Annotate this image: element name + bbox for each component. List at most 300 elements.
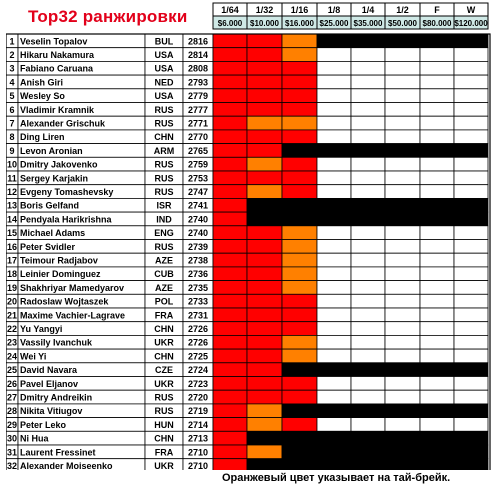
rating-cell: 2720 bbox=[187, 392, 209, 403]
result-cell bbox=[213, 390, 247, 404]
result-cell bbox=[454, 185, 488, 199]
result-cell bbox=[282, 130, 317, 144]
federation-cell: ISR bbox=[156, 200, 172, 211]
player-name-cell: Maxime Vachier-Lagrave bbox=[20, 310, 126, 321]
result-cell bbox=[247, 445, 282, 459]
player-name-cell: Ni Hua bbox=[20, 433, 49, 444]
round-label: 1/8 bbox=[327, 5, 341, 15]
result-cell bbox=[454, 253, 488, 267]
table-row bbox=[6, 322, 488, 336]
result-cell bbox=[420, 212, 454, 226]
result-cell bbox=[385, 431, 420, 445]
table-row bbox=[6, 157, 488, 171]
rank-cell: 17 bbox=[6, 255, 18, 266]
result-cell bbox=[282, 349, 317, 363]
round-label: 1/16 bbox=[290, 5, 309, 15]
table-row bbox=[6, 212, 488, 226]
table-row bbox=[6, 48, 488, 62]
result-cell bbox=[351, 48, 385, 62]
result-cell bbox=[454, 404, 488, 418]
player-name-cell: Teimour Radjabov bbox=[20, 255, 98, 266]
rating-cell: 2759 bbox=[187, 159, 209, 170]
result-cell bbox=[385, 322, 420, 336]
player-name-cell: Pavel Eljanov bbox=[20, 378, 79, 389]
result-cell bbox=[317, 445, 351, 459]
rank-cell: 5 bbox=[9, 91, 15, 102]
rating-cell: 2733 bbox=[187, 296, 209, 307]
result-cell bbox=[351, 240, 385, 254]
federation-cell: RUS bbox=[154, 173, 174, 184]
rating-cell: 2814 bbox=[187, 50, 209, 60]
rank-cell: 7 bbox=[9, 118, 15, 129]
result-cell bbox=[247, 226, 282, 240]
result-cell bbox=[420, 240, 454, 254]
federation-cell: RUS bbox=[154, 406, 174, 417]
federation-cell: HUN bbox=[154, 419, 174, 430]
table-row bbox=[6, 377, 488, 391]
player-name-cell: Sergey Karjakin bbox=[20, 173, 89, 184]
result-cell bbox=[282, 171, 317, 185]
prize-label: $50.000 bbox=[388, 19, 417, 28]
result-cell bbox=[420, 226, 454, 240]
rank-cell: 3 bbox=[9, 63, 15, 74]
federation-cell: UKR bbox=[154, 461, 174, 470]
rank-cell: 25 bbox=[6, 365, 18, 376]
result-cell bbox=[247, 349, 282, 363]
table-row bbox=[6, 61, 488, 75]
result-cell bbox=[213, 322, 247, 336]
table-row bbox=[6, 363, 488, 377]
round-label: 1/2 bbox=[396, 5, 409, 15]
result-cell bbox=[247, 185, 282, 199]
result-cell bbox=[247, 335, 282, 349]
result-cell bbox=[247, 377, 282, 391]
table-row bbox=[6, 404, 488, 418]
result-cell bbox=[282, 34, 317, 48]
result-cell bbox=[213, 116, 247, 130]
result-cell bbox=[420, 404, 454, 418]
result-cell bbox=[351, 144, 385, 158]
result-cell bbox=[420, 431, 454, 445]
result-cell bbox=[351, 267, 385, 281]
rating-cell: 2741 bbox=[187, 200, 209, 211]
result-cell bbox=[420, 61, 454, 75]
result-cell bbox=[454, 363, 488, 377]
result-cell bbox=[317, 171, 351, 185]
result-cell bbox=[213, 281, 247, 295]
result-cell bbox=[351, 459, 385, 470]
federation-cell: USA bbox=[154, 91, 174, 102]
result-cell bbox=[454, 171, 488, 185]
result-cell bbox=[420, 198, 454, 212]
result-cell bbox=[454, 89, 488, 103]
result-cell bbox=[213, 294, 247, 308]
result-cell bbox=[282, 103, 317, 117]
result-cell bbox=[351, 294, 385, 308]
result-cell bbox=[247, 308, 282, 322]
federation-cell: NED bbox=[154, 77, 174, 88]
rank-cell: 27 bbox=[6, 392, 18, 403]
prize-label: $80.000 bbox=[422, 19, 452, 28]
result-cell bbox=[213, 418, 247, 432]
result-cell bbox=[213, 226, 247, 240]
result-cell bbox=[351, 349, 385, 363]
result-cell bbox=[385, 61, 420, 75]
result-cell bbox=[282, 281, 317, 295]
result-cell bbox=[420, 390, 454, 404]
result-cell bbox=[385, 75, 420, 89]
result-cell bbox=[385, 267, 420, 281]
rank-cell: 28 bbox=[6, 406, 18, 417]
result-cell bbox=[385, 294, 420, 308]
result-cell bbox=[420, 185, 454, 199]
result-cell bbox=[282, 240, 317, 254]
result-cell bbox=[317, 75, 351, 89]
result-cell bbox=[282, 198, 317, 212]
table-row bbox=[6, 240, 488, 254]
rating-cell: 2771 bbox=[187, 118, 209, 129]
result-cell bbox=[420, 116, 454, 130]
result-cell bbox=[317, 459, 351, 470]
table-row bbox=[6, 171, 488, 185]
federation-cell: CUB bbox=[154, 269, 174, 280]
result-cell bbox=[317, 335, 351, 349]
result-cell bbox=[420, 130, 454, 144]
result-cell bbox=[282, 431, 317, 445]
result-cell bbox=[317, 103, 351, 117]
rank-cell: 8 bbox=[9, 132, 15, 143]
result-cell bbox=[420, 89, 454, 103]
player-name-cell: Pendyala Harikrishna bbox=[20, 214, 112, 225]
prize-label: $120.000 bbox=[454, 19, 488, 28]
result-cell bbox=[351, 431, 385, 445]
result-cell bbox=[317, 322, 351, 336]
result-cell bbox=[247, 212, 282, 226]
table-row bbox=[6, 418, 488, 432]
result-cell bbox=[213, 75, 247, 89]
result-cell bbox=[420, 267, 454, 281]
rating-cell: 2723 bbox=[187, 378, 209, 389]
result-cell bbox=[351, 171, 385, 185]
player-name-cell: Veselin Topalov bbox=[20, 36, 88, 47]
result-cell bbox=[420, 34, 454, 48]
federation-cell: CHN bbox=[154, 132, 174, 143]
result-cell bbox=[385, 308, 420, 322]
player-name-cell: Boris Gelfand bbox=[20, 200, 80, 211]
result-cell bbox=[385, 34, 420, 48]
result-cell bbox=[317, 116, 351, 130]
table-row bbox=[6, 185, 488, 199]
result-cell bbox=[420, 253, 454, 267]
rank-cell: 1 bbox=[9, 36, 15, 47]
rating-cell: 2726 bbox=[187, 337, 209, 348]
result-cell bbox=[351, 103, 385, 117]
result-cell bbox=[213, 459, 247, 470]
round-label: 1/64 bbox=[221, 5, 239, 15]
result-cell bbox=[317, 377, 351, 391]
rating-cell: 2753 bbox=[187, 173, 209, 184]
rank-cell: 12 bbox=[6, 187, 18, 197]
result-cell bbox=[454, 103, 488, 117]
rank-cell: 15 bbox=[6, 228, 18, 239]
result-cell bbox=[454, 431, 488, 445]
result-cell bbox=[282, 335, 317, 349]
result-cell bbox=[213, 240, 247, 254]
player-name-cell: Evgeny Tomashevsky bbox=[20, 187, 114, 197]
result-cell bbox=[351, 308, 385, 322]
result-cell bbox=[454, 322, 488, 336]
result-cell bbox=[385, 185, 420, 199]
result-cell bbox=[317, 267, 351, 281]
result-cell bbox=[454, 61, 488, 75]
round-label: W bbox=[466, 5, 476, 15]
rating-cell: 2725 bbox=[187, 351, 209, 362]
result-cell bbox=[420, 281, 454, 295]
prize-label: $10.000 bbox=[250, 19, 279, 28]
result-cell bbox=[213, 144, 247, 158]
result-cell bbox=[282, 363, 317, 377]
result-cell bbox=[247, 116, 282, 130]
result-cell bbox=[385, 171, 420, 185]
result-cell bbox=[454, 34, 488, 48]
rank-cell: 21 bbox=[6, 310, 18, 321]
result-cell bbox=[454, 198, 488, 212]
table-row bbox=[6, 103, 488, 117]
result-cell bbox=[385, 404, 420, 418]
result-cell bbox=[247, 75, 282, 89]
rating-cell: 2713 bbox=[187, 433, 209, 444]
table-row bbox=[6, 89, 488, 103]
result-cell bbox=[351, 390, 385, 404]
result-cell bbox=[454, 226, 488, 240]
rank-cell: 22 bbox=[6, 324, 18, 334]
result-cell bbox=[454, 240, 488, 254]
table-row bbox=[6, 335, 488, 349]
federation-cell: ENG bbox=[154, 228, 174, 239]
result-cell bbox=[454, 48, 488, 62]
result-cell bbox=[454, 281, 488, 295]
result-cell bbox=[351, 61, 385, 75]
result-cell bbox=[317, 418, 351, 432]
federation-cell: RUS bbox=[154, 392, 174, 403]
result-cell bbox=[282, 445, 317, 459]
player-name-cell: Yu Yangyi bbox=[20, 324, 63, 334]
tiebreak-caption: Оранжевый цвет указывает на тай-брейк. bbox=[222, 472, 451, 484]
prize-label: $16.000 bbox=[285, 19, 314, 28]
result-cell bbox=[454, 157, 488, 171]
rating-cell: 2736 bbox=[187, 269, 209, 280]
player-name-cell: Anish Giri bbox=[20, 77, 64, 88]
result-cell bbox=[385, 116, 420, 130]
rank-cell: 30 bbox=[6, 433, 18, 444]
rating-cell: 2740 bbox=[187, 214, 209, 225]
federation-cell: CHN bbox=[154, 324, 174, 334]
result-cell bbox=[282, 267, 317, 281]
rank-cell: 18 bbox=[6, 269, 18, 280]
player-name-cell: Wei Yi bbox=[20, 351, 47, 362]
result-cell bbox=[385, 445, 420, 459]
result-cell bbox=[213, 349, 247, 363]
result-cell bbox=[247, 89, 282, 103]
federation-cell: IND bbox=[156, 214, 172, 225]
result-cell bbox=[351, 34, 385, 48]
result-cell bbox=[317, 212, 351, 226]
rating-cell: 2740 bbox=[187, 228, 209, 239]
result-cell bbox=[385, 212, 420, 226]
result-cell bbox=[317, 144, 351, 158]
result-cell bbox=[351, 75, 385, 89]
result-cell bbox=[247, 240, 282, 254]
result-cell bbox=[351, 198, 385, 212]
result-cell bbox=[247, 404, 282, 418]
result-cell bbox=[385, 349, 420, 363]
result-cell bbox=[454, 390, 488, 404]
player-name-cell: Shakhriyar Mamedyarov bbox=[20, 282, 125, 293]
player-name-cell: Alexander Moiseenko bbox=[20, 461, 113, 470]
result-cell bbox=[420, 75, 454, 89]
rank-cell: 13 bbox=[6, 200, 18, 211]
result-cell bbox=[282, 404, 317, 418]
rating-cell: 2710 bbox=[187, 447, 209, 458]
result-cell bbox=[213, 253, 247, 267]
result-cell bbox=[282, 226, 317, 240]
result-cell bbox=[385, 240, 420, 254]
federation-cell: CZE bbox=[155, 365, 173, 376]
table-row bbox=[6, 390, 488, 404]
result-cell bbox=[282, 157, 317, 171]
result-cell bbox=[454, 212, 488, 226]
result-cell bbox=[420, 308, 454, 322]
bracket-table bbox=[6, 0, 496, 470]
result-cell bbox=[213, 431, 247, 445]
rank-cell: 26 bbox=[6, 378, 18, 389]
federation-cell: AZE bbox=[155, 255, 173, 266]
result-cell bbox=[385, 390, 420, 404]
round-label: 1/32 bbox=[255, 5, 274, 15]
player-name-cell: Peter Svidler bbox=[20, 241, 76, 252]
result-cell bbox=[317, 349, 351, 363]
rank-cell: 20 bbox=[6, 296, 18, 307]
result-cell bbox=[282, 185, 317, 199]
result-cell bbox=[420, 363, 454, 377]
result-cell bbox=[351, 212, 385, 226]
rating-cell: 2777 bbox=[187, 104, 209, 115]
result-cell bbox=[247, 48, 282, 62]
player-name-cell: Alexander Grischuk bbox=[20, 118, 106, 129]
result-cell bbox=[385, 144, 420, 158]
result-cell bbox=[247, 61, 282, 75]
result-cell bbox=[351, 418, 385, 432]
result-cell bbox=[282, 322, 317, 336]
result-cell bbox=[317, 61, 351, 75]
federation-cell: USA bbox=[154, 63, 174, 74]
table-row bbox=[6, 144, 488, 158]
player-name-cell: Radoslaw Wojtaszek bbox=[20, 296, 109, 307]
federation-cell: POL bbox=[154, 296, 174, 307]
rank-cell: 9 bbox=[9, 145, 15, 156]
rating-cell: 2731 bbox=[187, 310, 209, 321]
result-cell bbox=[385, 48, 420, 62]
result-cell bbox=[213, 377, 247, 391]
result-cell bbox=[317, 226, 351, 240]
result-cell bbox=[213, 185, 247, 199]
prize-label: $35.000 bbox=[353, 19, 383, 28]
rank-cell: 14 bbox=[6, 214, 18, 225]
result-cell bbox=[454, 377, 488, 391]
federation-cell: CHN bbox=[154, 433, 174, 444]
result-cell bbox=[351, 281, 385, 295]
result-cell bbox=[282, 212, 317, 226]
rank-cell: 31 bbox=[6, 447, 18, 458]
rating-cell: 2765 bbox=[187, 145, 209, 156]
player-name-cell: Hikaru Nakamura bbox=[20, 50, 95, 60]
federation-cell: ARM bbox=[153, 145, 175, 156]
result-cell bbox=[213, 103, 247, 117]
result-cell bbox=[213, 363, 247, 377]
result-cell bbox=[213, 445, 247, 459]
rating-cell: 2738 bbox=[187, 255, 209, 266]
result-cell bbox=[247, 459, 282, 470]
result-cell bbox=[420, 171, 454, 185]
federation-cell: RUS bbox=[154, 159, 174, 170]
federation-cell: BUL bbox=[154, 36, 174, 47]
result-cell bbox=[351, 157, 385, 171]
result-cell bbox=[385, 198, 420, 212]
result-cell bbox=[351, 363, 385, 377]
result-cell bbox=[317, 308, 351, 322]
table-title: Top32 ранжировки bbox=[28, 7, 188, 26]
result-cell bbox=[317, 157, 351, 171]
rating-cell: 2747 bbox=[187, 187, 209, 197]
table-row bbox=[6, 349, 488, 363]
result-cell bbox=[385, 363, 420, 377]
result-cell bbox=[213, 404, 247, 418]
result-cell bbox=[351, 226, 385, 240]
table-row bbox=[6, 130, 488, 144]
result-cell bbox=[420, 322, 454, 336]
result-cell bbox=[385, 253, 420, 267]
result-cell bbox=[454, 267, 488, 281]
result-cell bbox=[420, 377, 454, 391]
result-cell bbox=[247, 390, 282, 404]
result-cell bbox=[317, 34, 351, 48]
result-cell bbox=[385, 103, 420, 117]
player-name-cell: David Navara bbox=[20, 365, 78, 376]
result-cell bbox=[213, 212, 247, 226]
result-cell bbox=[420, 418, 454, 432]
player-name-cell: Peter Leko bbox=[20, 419, 67, 430]
result-cell bbox=[351, 116, 385, 130]
result-cell bbox=[317, 294, 351, 308]
result-cell bbox=[282, 116, 317, 130]
player-name-cell: Nikita Vitiugov bbox=[20, 406, 83, 417]
result-cell bbox=[282, 377, 317, 391]
result-cell bbox=[351, 335, 385, 349]
result-cell bbox=[213, 198, 247, 212]
result-cell bbox=[420, 445, 454, 459]
result-cell bbox=[385, 377, 420, 391]
result-cell bbox=[317, 198, 351, 212]
table-row bbox=[6, 267, 488, 281]
result-cell bbox=[317, 404, 351, 418]
rank-cell: 2 bbox=[9, 50, 15, 60]
result-cell bbox=[247, 431, 282, 445]
result-cell bbox=[454, 445, 488, 459]
result-cell bbox=[282, 459, 317, 470]
table-row bbox=[6, 75, 488, 89]
table-row bbox=[6, 116, 488, 130]
result-cell bbox=[420, 103, 454, 117]
